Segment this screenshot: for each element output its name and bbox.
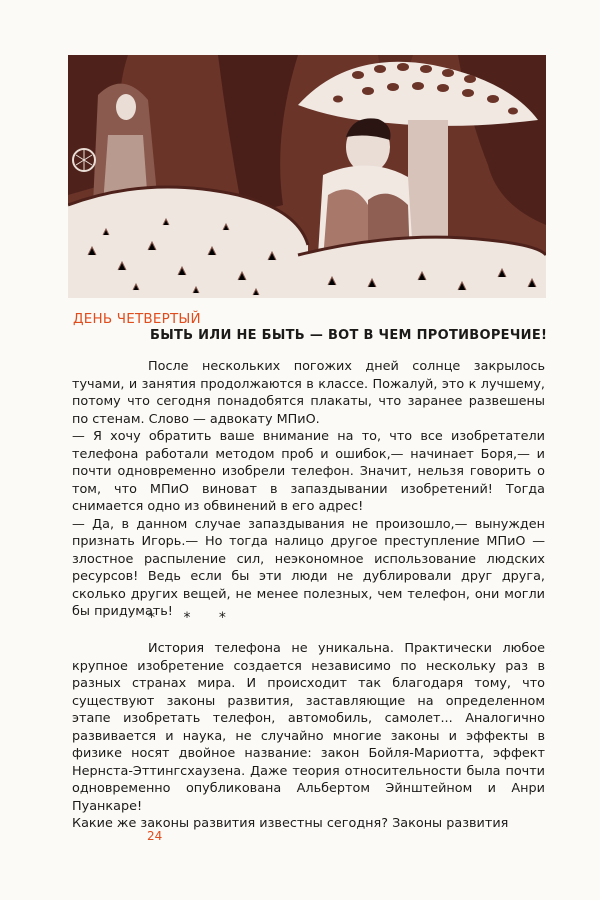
- paragraph: После нескольких погожих дней солнце закрылось тучами, и занятия продолжаются в классе. Пожалуй, это к лучшему, потому что сегодня понадобятся плакаты, что заранее развешены по стенам. Слово — адвокату МПиО.: [72, 359, 545, 427]
- paragraph: Какие же законы развития известны сегодня? Законы развития: [72, 816, 509, 831]
- chapter-label: ДЕНЬ ЧЕТВЕРТЫЙ: [73, 311, 201, 327]
- section-separator: * * *: [148, 610, 238, 626]
- text-block-history: [72, 640, 545, 833]
- text-block-dialogue: [72, 358, 545, 621]
- paragraph: — Я хочу обратить ваше внимание на то, что все изобретатели телефона работали методом проб и ошибок,— начинает Боря,— и почти одновременно изобрели телефон. Значит, нельзя говорить о том, что МПиО виноват в запаздывании изобретений! Тогда снимается одно из обвинений в его адрес!: [72, 429, 545, 514]
- paragraph: История телефона не уникальна. Практически любое крупное изобретение создается независимо по нескольку раз в разных странах мира. И происходит так благодаря тому, что существуют законы развития, заставляющие на определенном этапе изобретать телефон, автомобиль, самолет... Аналогично развивается и наука, не случайно многие законы и эффекты в физике носят двойное название: закон Бойля-Мариотта, эффект Нернста-Эттингсхаузена. Даже теория относительности была почти одновременно опубликована Альбертом Эйнштейном и Анри Пуанкаре!: [72, 641, 545, 814]
- forest-mushroom-illustration: [68, 55, 546, 298]
- page-number: 24: [147, 829, 163, 843]
- paragraph: — Да, в данном случае запаздывания не произошло,— вынужден признать Игорь.— Но тогда налицо другое преступление МПиО — злостное распыление сил, неэкономное использование людских ресурсов! Ведь если бы эти люди не дублировали друг друга, сколько других вещей, не менее полезных, чем телефон, они могли бы придумать!: [72, 516, 545, 619]
- chapter-title: БЫТЬ ИЛИ НЕ БЫТЬ — ВОТ В ЧЕМ ПРОТИВОРЕЧИЕ!: [150, 328, 548, 343]
